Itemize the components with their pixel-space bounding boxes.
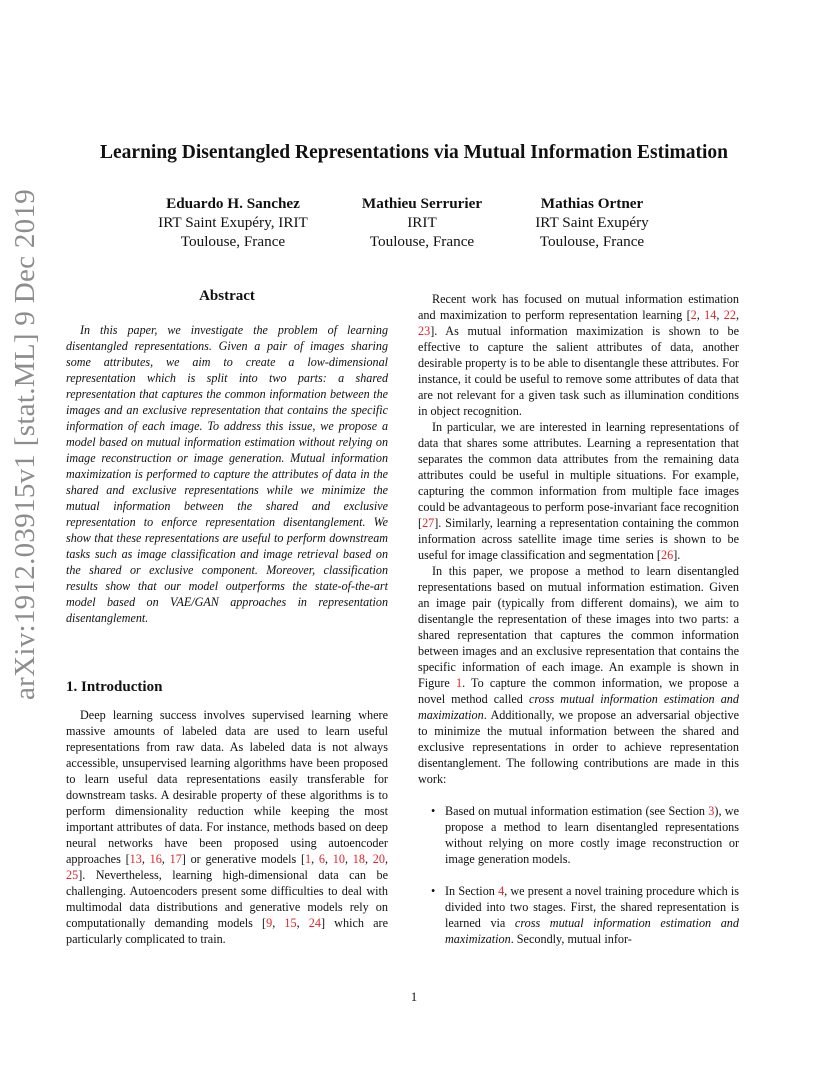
section-heading-introduction: 1. Introduction (66, 679, 163, 695)
citation-link[interactable]: 2 (690, 308, 697, 322)
citation-link[interactable]: 14 (704, 308, 717, 322)
list-item: • Based on mutual information estimation (see Section 3), we propose a method to learn disentangled representations without relying on more costly image reconstruction or image generation models. (418, 803, 739, 867)
citation-link[interactable]: 22 (723, 308, 736, 322)
citation-link[interactable]: 16 (149, 852, 162, 866)
intro-paragraph: Deep learning success involves supervised learning where massive amounts of labeled data are used to learn useful representations from raw data. As labeled data is not always accessible, unsupervised learning algorithms have been proposed to learn useful data representations easily transferable for downstream tasks. A desirable property of these algorithms is to perform dimensionality reduction while keeping the most important attributes of data. For instance, methods based on deep neural networks have been proposed using autoencoder approaches [13, 16, 17] or generative models [1, 6, 10, 18, 20, 25]. Nevertheless, learning high-dimensional data can be challenging. Autoencoders present some difficulties to deal with multimodal data distributions and generative models rely on computationally demanding models [9, 15, 24] which are particularly complicated to train. (66, 708, 388, 946)
author-location: Toulouse, France (539, 233, 645, 250)
citation-link[interactable]: 1 (305, 852, 312, 866)
citation-link[interactable]: 26 (661, 548, 674, 562)
figure-reference-link[interactable]: 1 (455, 676, 463, 690)
paper-title: Learning Disentangled Representations via Mutual Information Estimation (100, 142, 728, 163)
author-name: Eduardo H. Sanchez (166, 195, 300, 212)
citation-link[interactable]: 10 (332, 852, 345, 866)
section-reference-link[interactable]: 3 (708, 804, 715, 818)
citation-link[interactable]: 27 (422, 516, 435, 530)
citation-link[interactable]: 24 (308, 916, 321, 930)
author-block (148, 194, 318, 251)
citation-link[interactable]: 20 (372, 852, 385, 866)
body-paragraph: In this paper, we propose a method to learn disentangled representations based on mutual information estimation. Given an image pair (typically from different domains), we aim to disentangle the representation of these images into two parts: a shared representation that captures the common information between images and an exclusive representation that contains the specific information of each image. An example is shown in Figure 1. To capture the common information, we propose a novel method called cross mutual information estimation and maximization. Additionally, we propose an adversarial objective to minimize the mutual information between the shared and exclusive representations in order to achieve representation disentanglement. The following contributions are made in this work: (418, 564, 739, 786)
author-block (350, 194, 494, 251)
abstract-heading: Abstract (199, 288, 255, 304)
author-affiliation: IRIT (407, 214, 437, 231)
citation-link[interactable]: 13 (129, 852, 142, 866)
author-location: Toulouse, France (369, 233, 475, 250)
author-name: Mathias Ortner (540, 195, 644, 212)
page-number: 1 (410, 990, 418, 1004)
list-item: • In Section 4, we present a novel training procedure which is divided into two stages. First, the shared representation is learned via cross mutual information estimation and maximization. Secondly, mutual infor- (418, 883, 739, 947)
author-location: Toulouse, France (180, 233, 286, 250)
body-paragraph: Recent work has focused on mutual information estimation and maximization to perform representation learning [2, 14, 22, 23]. As mutual information maximization is shown to be effective to capture the salient attributes of data, another desirable property is to be able to disentangle these attributes. For instance, it could be useful to remove some attributes of data that are not relevant for a given task such as illumination conditions in object recognition. (418, 292, 740, 418)
author-affiliation: IRT Saint Exupéry, IRIT (158, 214, 308, 231)
right-column (418, 291, 739, 963)
contributions-list (418, 803, 739, 947)
body-paragraph: In particular, we are interested in learning representations of data that shares some attributes. Learning a representation that separates the common data attributes from the remaining data attributes could be useful in multiple situations. For example, capturing the common information from multiple face images could be advantageous to perform pose-invariant face recognition [27]. Similarly, learning a representation containing the common information across satellite image time series is shown to be useful for image classification and segmentation [26]. (418, 420, 739, 562)
citation-link[interactable]: 6 (318, 852, 325, 866)
section-reference-link[interactable]: 4 (498, 884, 505, 898)
abstract-text: In this paper, we investigate the problem of learning disentangled representations. Given a pair of images sharing some attributes, we aim to create a low-dimensional representation which is split into two parts: a shared representation that captures the common information between the images and an exclusive representation that contains the specific information of each image. To address this issue, we propose a model based on mutual information estimation without relying on image reconstruction or image generation. Mutual information maximization is performed to capture the attributes of data in the shared and exclusive representations while we minimize the mutual information between the shared and exclusive representation to enforce representation disentanglement. We show that these representations are useful to perform downstream tasks such as image classification and image retrieval based on the shared or exclusive component. Moreover, classification results show that our model outperforms the state-of-the-art model based on VAE/GAN approaches in representation disentanglement. (66, 323, 388, 625)
citation-link[interactable]: 9 (266, 916, 273, 930)
citation-link[interactable]: 25 (66, 868, 79, 882)
citation-link[interactable]: 15 (284, 916, 297, 930)
citation-link[interactable]: 18 (352, 852, 365, 866)
arxiv-identifier-stamp: arXiv:1912.03915v1 [stat.ML] 9 Dec 2019 (9, 188, 41, 700)
author-affiliation: IRT Saint Exupéry (535, 214, 649, 231)
author-name: Mathieu Serrurier (361, 195, 483, 212)
author-block (522, 194, 662, 251)
citation-link[interactable]: 17 (169, 852, 182, 866)
citation-link[interactable]: 23 (418, 324, 431, 338)
